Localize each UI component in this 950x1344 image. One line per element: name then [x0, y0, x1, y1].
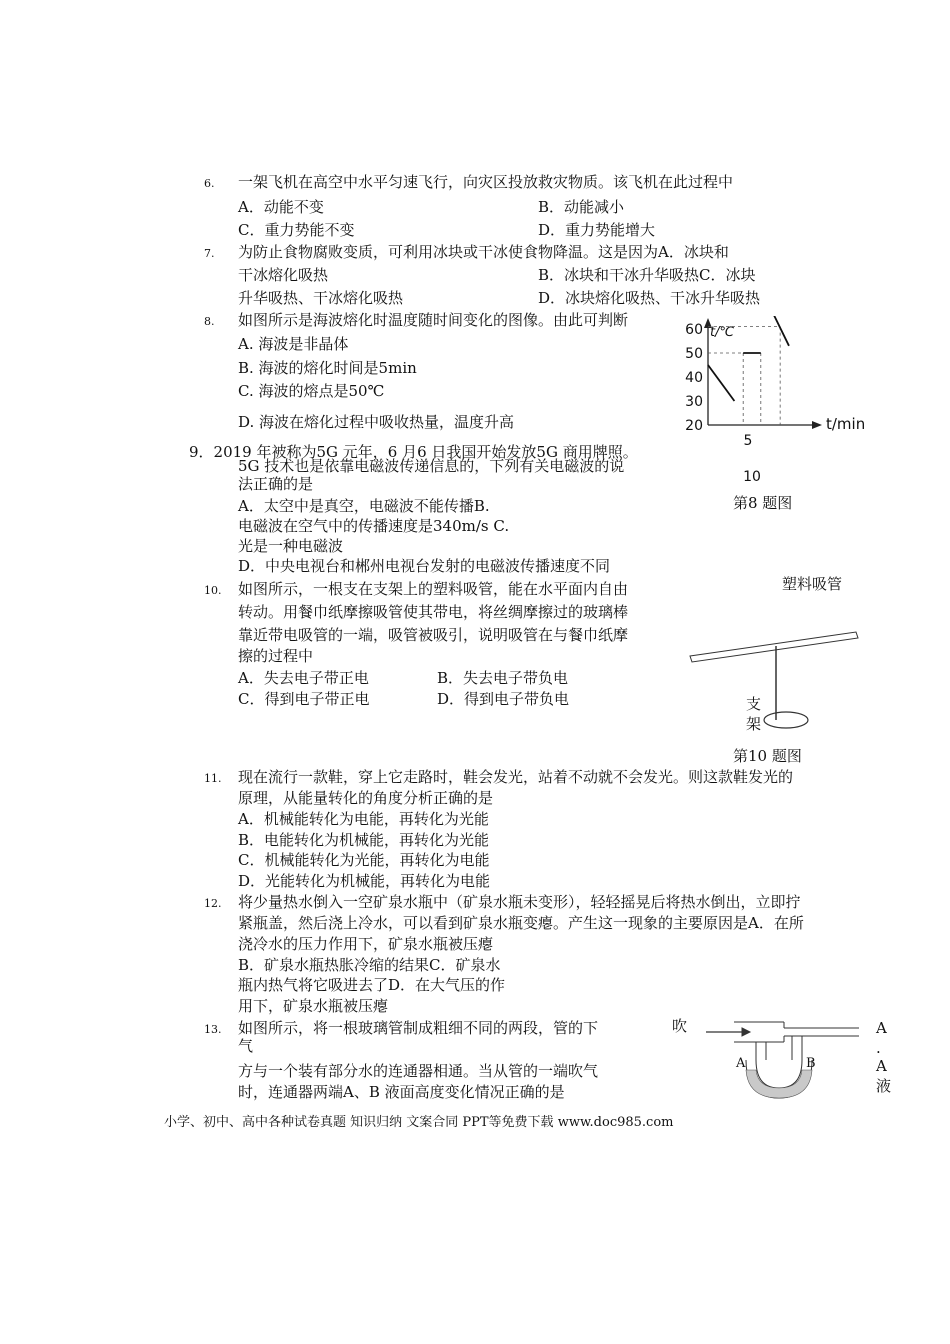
q13-line: 时，连通器两端A、B 液面高度变化情况正确的是	[238, 1083, 565, 1101]
q13-side-text-4: 液	[876, 1077, 892, 1095]
q12-line: 将少量热水倒入一空矿泉水瓶中（矿泉水瓶未变形），轻轻摇晃后将热水倒出，立即拧	[238, 893, 801, 911]
q9-line: 光是一种电磁波	[238, 537, 344, 555]
y-axis-label: t/℃	[710, 325, 735, 340]
q10-option-a: A．失去电子带正电	[238, 669, 369, 687]
q12-number: 12.	[204, 897, 222, 910]
q7-line: 为防止食物腐败变质，可利用冰块或干冰使食物降温。这是因为A．冰块和	[238, 243, 729, 261]
melting-curve-chart	[676, 316, 892, 494]
straw-stand-figure	[686, 622, 866, 742]
q12-line: 瓶内热气将它吸进去了D．在大气压的作	[238, 976, 506, 994]
q8-stem: 如图所示是海波熔化时温度随时间变化的图像。由此可判断	[238, 311, 629, 329]
q12-line: 紧瓶盖，然后浇上冷水，可以看到矿泉水瓶变瘪。产生这一现象的主要原因是A．在所	[238, 914, 804, 932]
q9-line: D．中央电视台和郴州电视台发射的电磁波传播速度不同	[238, 557, 611, 575]
q12-line: B．矿泉水瓶热胀冷缩的结果C．矿泉水	[238, 956, 501, 974]
q11-option-a: A．机械能转化为电能，再转化为光能	[238, 810, 489, 828]
q8-option-c: C. 海波的熔点是50℃	[238, 382, 385, 400]
q6-option-c: C．重力势能不变	[238, 221, 355, 239]
q7-line: 升华吸热、干冰熔化吸热	[238, 289, 404, 307]
q10-line: 靠近带电吸管的一端，吸管被吸引，说明吸管在与餐巾纸摩	[238, 626, 629, 644]
q11-line: 原理，从能量转化的角度分析正确的是	[238, 789, 494, 807]
q10-line: 转动。用餐巾纸摩擦吸管使其带电，将丝绸摩擦过的玻璃棒	[238, 603, 629, 621]
q11-option-c: C．机械能转化为光能，再转化为电能	[238, 851, 490, 869]
stand-base	[764, 712, 808, 728]
q12-line: 用下，矿泉水瓶被压瘪	[238, 997, 389, 1015]
blow-arrow	[706, 1028, 750, 1036]
plastic-straw	[690, 632, 858, 662]
q12-line: 浇冷水的压力作用下，矿泉水瓶被压瘪	[238, 935, 494, 953]
q9-line: A．太空中是真空，电磁波不能传播B.	[238, 497, 490, 515]
q8-number: 8.	[204, 315, 215, 328]
q10-option-c: C．得到电子带正电	[238, 690, 370, 708]
q11-option-d: D．光能转化为机械能，再转化为电能	[238, 872, 491, 890]
q9-line: 5G 技术也是依靠电磁波传递信息的，下列有关电磁波的说	[238, 457, 625, 475]
liquid	[746, 1070, 812, 1098]
straw-label: 塑料吸管	[782, 575, 843, 593]
y-tick-label: 30	[685, 394, 703, 410]
q11-number: 11.	[204, 772, 222, 785]
blow-label: 吹	[672, 1017, 688, 1035]
x-tick-label: 10	[743, 469, 761, 485]
series-line-0	[708, 365, 734, 401]
q10-number: 10.	[204, 584, 222, 597]
q7-line: 干冰熔化吸热	[238, 266, 329, 284]
q7-line: B．冰块和干冰升华吸热C．冰块	[538, 266, 756, 284]
y-tick-label: 50	[685, 346, 703, 362]
q6-option-a: A．动能不变	[238, 198, 324, 216]
q13-line: 方与一个装有部分水的连通器相通。当从管的一端吹气	[238, 1062, 599, 1080]
q6-option-d: D．重力势能增大	[538, 221, 656, 239]
q8-figure-caption: 第8 题图	[733, 494, 793, 512]
q9-line: 9．2019 年被称为5G 元年，6 月6 日我国开始发放5G 商用牌照。	[189, 443, 638, 461]
q8-option-a: A. 海波是非晶体	[238, 335, 349, 353]
q13-side-text-1: A	[876, 1019, 887, 1037]
q8-option-b: B. 海波的熔化时间是5min	[238, 359, 417, 377]
vessel-label-a: A	[736, 1056, 746, 1071]
q13-line: 如图所示，将一根玻璃管制成粗细不同的两段，管的下	[238, 1019, 599, 1037]
q11-line: 现在流行一款鞋，穿上它走路时，鞋会发光，站着不动就不会发光。则这款鞋发光的	[238, 768, 794, 786]
q8-option-d: D. 海波在熔化过程中吸收热量，温度升高	[238, 413, 515, 431]
stand-label-2: 架	[746, 715, 762, 733]
q7-line: D．冰块熔化吸热、干冰升华吸热	[538, 289, 761, 307]
q13-number: 13.	[204, 1023, 222, 1036]
q10-option-b: B．失去电子带负电	[437, 669, 569, 687]
connected-vessel-figure	[694, 1016, 864, 1106]
glass-tube	[734, 1022, 859, 1042]
x-axis-label: t/min	[826, 415, 866, 433]
q10-option-d: D．得到电子带负电	[437, 690, 570, 708]
q10-figure-caption: 第10 题图	[733, 747, 802, 765]
q11-option-b: B．电能转化为机械能，再转化为光能	[238, 831, 490, 849]
y-tick-label: 40	[685, 370, 703, 386]
q9-line: 法正确的是	[238, 475, 314, 493]
q10-line: 擦的过程中	[238, 647, 314, 665]
vessel-label-b: B	[806, 1056, 816, 1071]
q6-option-b: B．动能减小	[538, 198, 625, 216]
q13-side-text-3: A	[876, 1057, 887, 1075]
page-footer: 小学、初中、高中各种试卷真题 知识归纳 文案合同 PPT等免费下载 www.doc985.com	[164, 1115, 674, 1130]
q13-line: 气	[238, 1037, 254, 1055]
stand-label-1: 支	[746, 695, 762, 713]
q9-line: 电磁波在空气中的传播速度是340m/s C.	[238, 517, 510, 535]
y-tick-label: 60	[685, 322, 703, 338]
q6-number: 6.	[204, 177, 215, 190]
q13-side-text-2: .	[876, 1039, 881, 1057]
q7-number: 7.	[204, 247, 215, 260]
y-tick-label: 20	[685, 418, 703, 434]
x-axis-arrow	[812, 421, 822, 429]
x-tick-label: 5	[743, 433, 753, 449]
q10-line: 如图所示，一根支在支架上的塑料吸管，能在水平面内自由	[238, 580, 629, 598]
q6-stem: 一架飞机在高空中水平匀速飞行，向灾区投放救灾物质。该飞机在此过程中	[238, 173, 734, 191]
